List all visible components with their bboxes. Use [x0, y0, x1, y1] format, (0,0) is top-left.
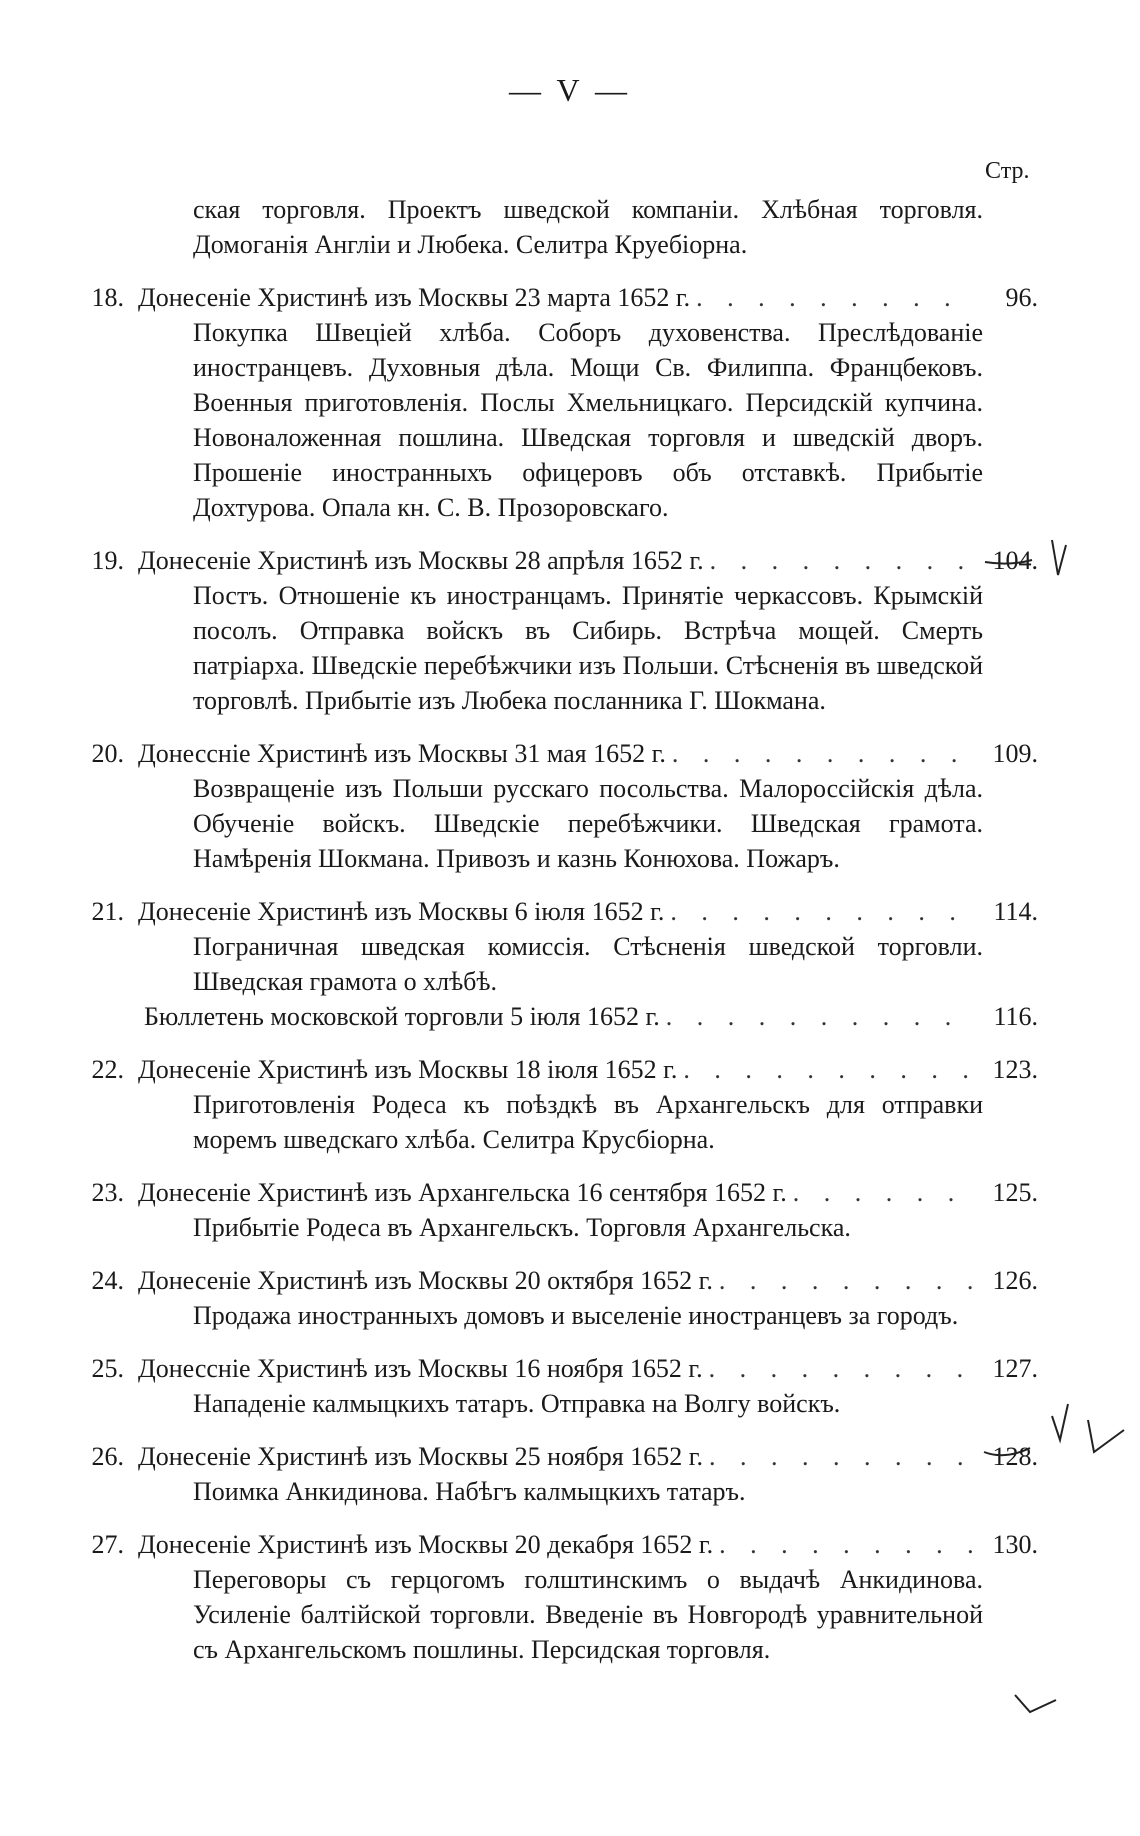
pencil-check-mark-127a [1052, 1404, 1068, 1440]
toc-entry-26 [78, 1439, 1038, 1509]
dot-leader [670, 894, 972, 929]
entry-page: 123. [992, 1055, 1038, 1084]
toc-subentry-bulletin [130, 999, 1038, 1034]
entry-title: Донесеніе Христинѣ изъ Москвы 23 марта 1652 г. [138, 283, 691, 312]
dot-leader [683, 1052, 972, 1087]
entry-title: Донесеніе Христинѣ изъ Москвы 20 октября 1652 г. [138, 1266, 713, 1295]
pencil-check-mark-127b [1088, 1420, 1124, 1452]
dot-leader [709, 1351, 972, 1386]
entry-description: Переговоры съ герцогомъ голштинскимъ о выдачѣ Анкидинова. Усиленіе балтійской торговли. Введеніе въ Новгородѣ уравнительной съ Архангельскомъ пошлины. Персидская торговля. [193, 1565, 983, 1664]
entry-number: 24. [91, 1266, 124, 1295]
entry-number: 25. [91, 1354, 124, 1383]
toc-entry-21 [78, 894, 1038, 1034]
pencil-check-mark-104 [1052, 540, 1066, 575]
page-column-label: Стр. [985, 158, 1030, 184]
entry-number: 27. [91, 1530, 124, 1559]
entry-description: Приготовленія Родеса къ поѣздкѣ въ Архангельскъ для отправки моремъ шведскаго хлѣба. Селитра Крусбіорна. [193, 1090, 983, 1154]
entry-number: 23. [91, 1178, 124, 1207]
entry-number: 26. [91, 1442, 124, 1471]
entry-title: Донесеніе Христинѣ изъ Москвы 28 апрѣля 1652 г. [138, 546, 704, 575]
toc-entry-24 [78, 1263, 1038, 1333]
entry-number: 20. [91, 739, 124, 768]
entry-number: 18. [91, 283, 124, 312]
entry-page: 104. [992, 546, 1038, 575]
entry-title: Донесеніе Христинѣ изъ Москвы 18 іюля 1652 г. [138, 1055, 678, 1084]
entry-page: 127. [992, 1354, 1038, 1383]
entry-title: Донесеніе Христинѣ изъ Архангельска 16 сентября 1652 г. [138, 1178, 787, 1207]
toc-entry-18 [78, 280, 1038, 525]
entry-page: 114. [993, 897, 1038, 926]
dot-leader [672, 736, 972, 771]
dot-leader [696, 280, 972, 315]
dot-leader [719, 1263, 972, 1298]
entry-description: Пограничная шведская комиссія. Стѣсненія шведской торговли. Шведская грамота о хлѣбѣ. [193, 932, 983, 996]
entry-page: 96. [1005, 283, 1038, 312]
entry-description: Продажа иностранныхъ домовъ и выселеніе иностранцевъ за городъ. [193, 1301, 959, 1330]
toc-entry-23 [78, 1175, 1038, 1245]
page-number: — V — [509, 72, 631, 108]
entry-description: Покупка Швеціей хлѣба. Соборъ духовенства. Преслѣдованіе иностранцевъ. Духовныя дѣла. Мощи Св. Филиппа. Францбековъ. Военныя приготовленія. Послы Хмельницкаго. Персидскій купчина. Новоналоженная пошлина. Шведская торговля и шведскій дворъ. Прошеніе иностранныхъ офицеровъ объ отставкѣ. Прибытіе Дохтурова. Опала кн. С. В. Прозоровскаго. [193, 318, 983, 522]
entry-page: 116. [993, 1002, 1038, 1031]
entry-title: Донесеніе Христинѣ изъ Москвы 25 ноября 1652 г. [138, 1442, 703, 1471]
entry-page: 128. [992, 1442, 1038, 1471]
entry-title: Донесеніе Христинѣ изъ Москвы 6 іюля 1652 г. [138, 897, 665, 926]
entry-title: Донессніе Христинѣ изъ Москвы 16 ноября 1652 г. [138, 1354, 703, 1383]
entry-number: 22. [91, 1055, 124, 1084]
dot-leader [710, 543, 972, 578]
entry-description: Возвращеніе изъ Польши русскаго посольства. Малороссійскія дѣла. Обученіе войскъ. Шведскіе перебѣжчики. Шведская грамота. Намѣренія Шокмана. Привозъ и казнь Конюхова. Пожаръ. [193, 774, 983, 873]
dot-leader [666, 999, 972, 1034]
continuation-text: ская торговля. Проектъ шведской компаніи. Хлѣбная торговля. Домоганія Англіи и Любека. Селитра Круебіорна. [193, 195, 983, 259]
entry-description: Поимка Анкидинова. Набѣгъ калмыцкихъ татаръ. [193, 1477, 746, 1506]
table-of-contents [78, 192, 1038, 1667]
entry-description: Прибытіе Родеса въ Архангельскъ. Торговля Архангельска. [193, 1213, 851, 1242]
entry-page: 126. [992, 1266, 1038, 1295]
dot-leader [709, 1439, 972, 1474]
pencil-check-mark-130 [1015, 1695, 1056, 1712]
entry-description: Постъ. Отношеніе къ иностранцамъ. Принятіе черкассовъ. Крымскій посолъ. Отправка войскъ въ Сибирь. Встрѣча мощей. Смерть патріарха. Шведскіе перебѣжчики изъ Польши. Стѣсненія въ шведской торговлѣ. Прибытіе изъ Любека посланника Г. Шокмана. [193, 581, 983, 715]
entry-title: Бюллетень московской торговли 5 іюля 1652 г. [144, 1002, 660, 1031]
toc-entry-25 [78, 1351, 1038, 1421]
entry-page: 130. [992, 1530, 1038, 1559]
entry-title: Донесеніе Христинѣ изъ Москвы 20 декабря 1652 г. [138, 1530, 714, 1559]
entry-number: 19. [91, 546, 124, 575]
toc-entry-22 [78, 1052, 1038, 1157]
entry-page: 125. [992, 1178, 1038, 1207]
toc-entry-27 [78, 1527, 1038, 1667]
toc-entry-20 [78, 736, 1038, 876]
toc-entry-19 [78, 543, 1038, 718]
entry-number: 21. [91, 897, 124, 926]
dot-leader [793, 1175, 972, 1210]
entry-page: 109. [992, 739, 1038, 768]
dot-leader [719, 1527, 972, 1562]
entry-title: Донессніе Христинѣ изъ Москвы 31 мая 1652 г. [138, 739, 666, 768]
entry-description: Нападеніе калмыцкихъ татаръ. Отправка на Волгу войскъ. [193, 1389, 841, 1418]
